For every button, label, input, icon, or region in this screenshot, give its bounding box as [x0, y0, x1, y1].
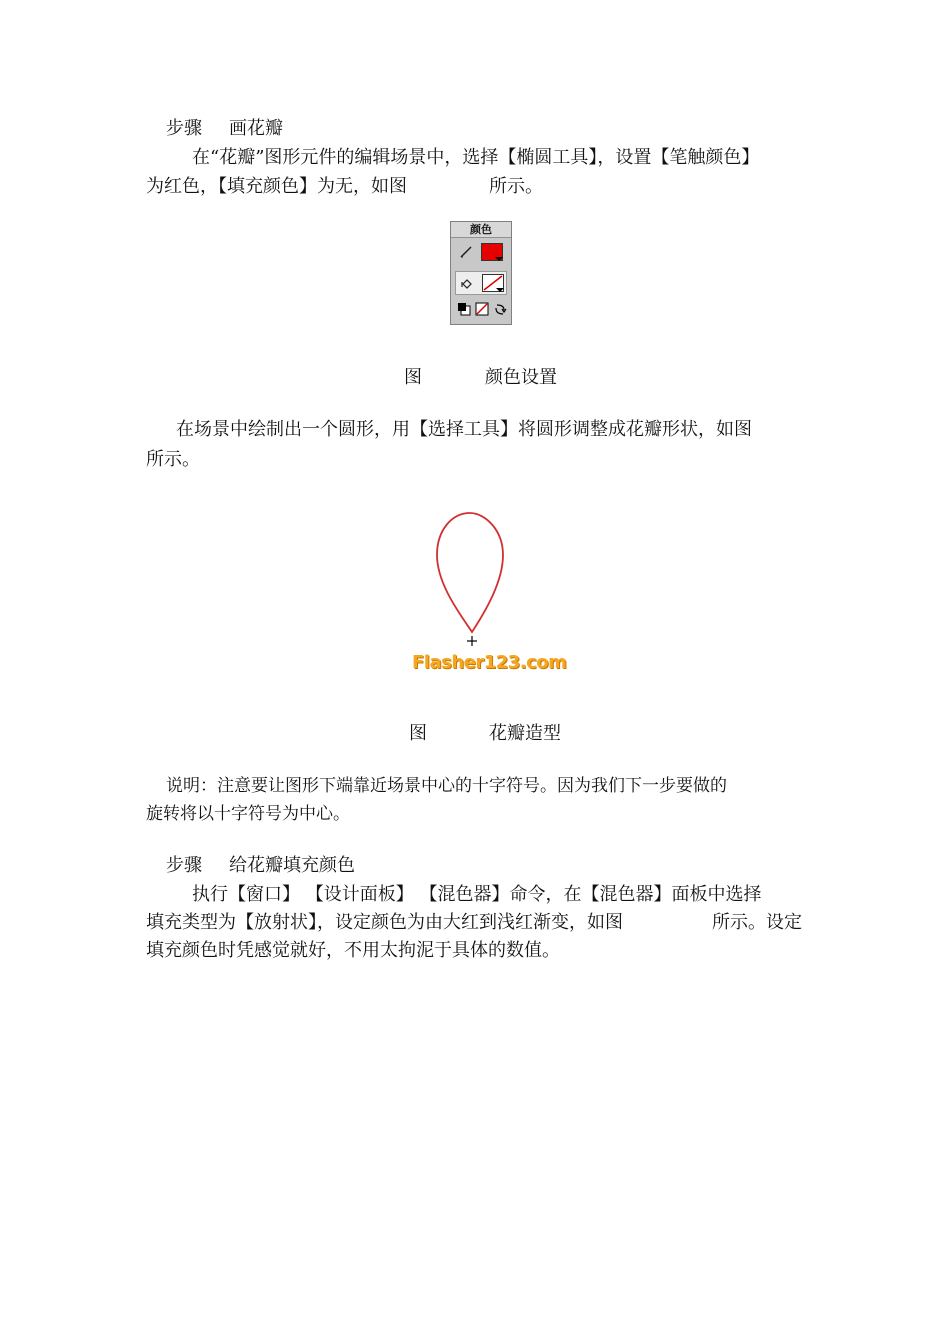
center-crosshair-icon [467, 636, 477, 646]
color-buttons-row [455, 300, 507, 324]
step2-paragraph-line2-end: 所示。设定 [712, 912, 802, 933]
fill-color-row [455, 271, 507, 295]
step1-label: 步骤 [166, 118, 202, 139]
figure2-caption-label: 图 [409, 723, 427, 744]
note-line2: 旋转将以十字符号为中心。 [146, 804, 350, 824]
stroke-color-swatch[interactable] [481, 243, 503, 261]
petal-outline-figure [400, 500, 550, 650]
step2-paragraph-line3: 填充颜色时凭感觉就好，不用太拘泥于具体的数值。 [146, 940, 560, 961]
figure1-caption-label: 图 [404, 367, 422, 388]
swap-colors-icon[interactable] [493, 302, 507, 316]
paragraph2-line1: 在场景中绘制出一个圆形，用【选择工具】将圆形调整成花瓣形状，如图 [176, 419, 752, 440]
petal-outline [437, 513, 503, 632]
color-panel [450, 221, 512, 325]
step2-paragraph-line2: 填充类型为【放射状】，设定颜色为由大红到浅红渐变，如图 [146, 912, 623, 933]
figure2-caption-text: 花瓣造型 [489, 723, 561, 744]
paragraph2-line2: 所示。 [146, 449, 200, 470]
fill-color-swatch-none[interactable] [482, 274, 504, 292]
step1-paragraph-line1: 在“花瓣”图形元件的编辑场景中，选择【椭圆工具】，设置【笔触颜色】 [192, 147, 760, 168]
default-colors-icon[interactable] [457, 302, 471, 316]
step2-label: 步骤 [166, 855, 202, 876]
paint-bucket-icon [460, 276, 474, 290]
step1-title: 画花瓣 [229, 118, 283, 139]
step1-paragraph-line2: 为红色，【填充颜色】为无，如图 [146, 176, 407, 197]
color-panel-title: 颜色 [451, 222, 511, 238]
chevron-down-icon [496, 288, 504, 292]
note-line1: 说明：注意要让图形下端靠近场景中心的十字符号。因为我们下一步要做的 [166, 776, 727, 796]
chevron-down-icon [495, 257, 503, 261]
step1-paragraph-line2-end: 所示。 [489, 176, 543, 197]
figure1-caption-text: 颜色设置 [485, 367, 557, 388]
pencil-icon [459, 245, 473, 259]
watermark-logo: Flasher123.com [412, 652, 567, 673]
step2-paragraph-line1: 执行【窗口】 【设计面板】 【混色器】命令，在【混色器】面板中选择 [192, 884, 762, 905]
step2-title: 给花瓣填充颜色 [229, 855, 355, 876]
stroke-color-row [455, 241, 507, 265]
no-color-icon[interactable] [475, 302, 489, 316]
